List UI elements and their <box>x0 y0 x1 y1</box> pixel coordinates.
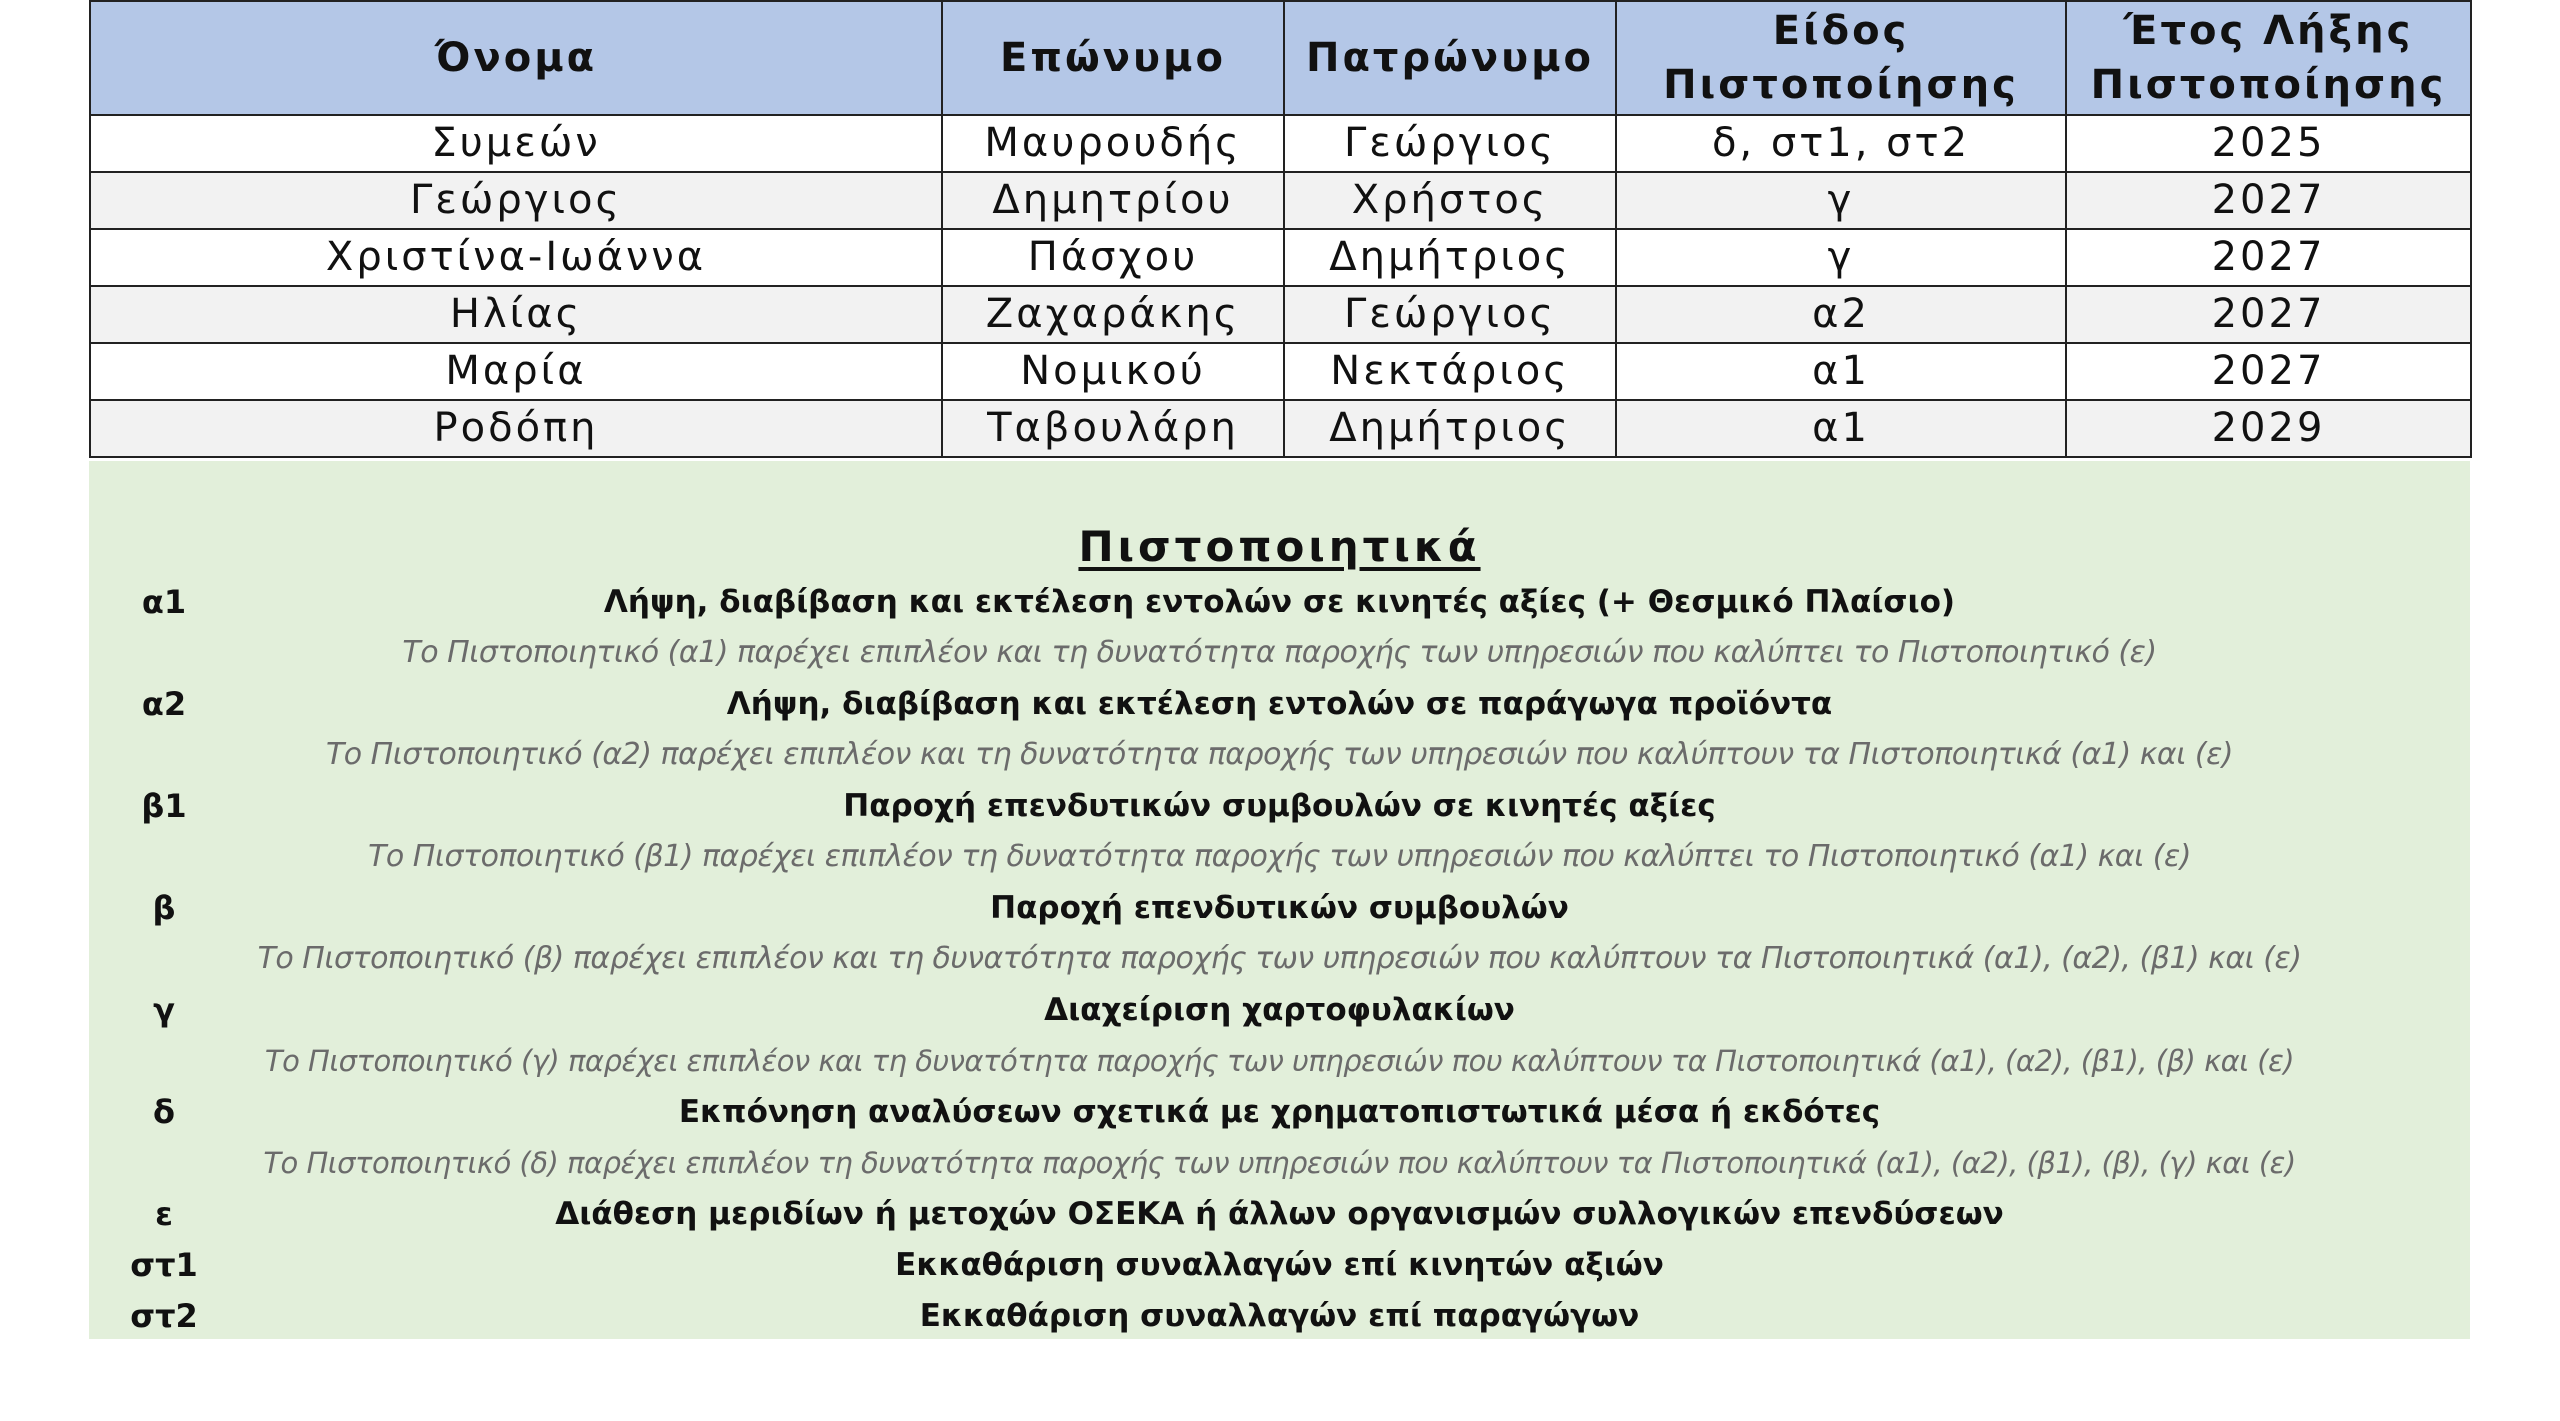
certificate-code: ε <box>155 1195 173 1233</box>
column-header-fathers-name: Πατρώνυμο <box>1284 1 1616 115</box>
certificate-entry-a2 <box>89 679 2470 729</box>
cell-certificate-type: γ <box>1616 172 2066 229</box>
certificate-entry-st1 <box>89 1240 2470 1290</box>
certificate-code: β1 <box>141 787 187 825</box>
certificate-title: Διάθεση μεριδίων ή μετοχών ΟΣΕΚΑ ή άλλων οργανισμών συλλογικών επενδύσεων <box>555 1196 2004 1232</box>
cell-first-name: Ροδόπη <box>90 400 942 457</box>
certified-staff-table <box>89 0 2472 458</box>
certificate-code: α2 <box>141 685 187 723</box>
certificate-title: Λήψη, διαβίβαση και εκτέλεση εντολών σε κινητές αξίες (+ Θεσμικό Πλαίσιο) <box>603 584 1956 620</box>
cell-last-name: Νομικού <box>942 343 1284 400</box>
table-row <box>90 172 2471 229</box>
certificate-entry-a1 <box>89 577 2470 627</box>
certificate-title: Παροχή επενδυτικών συμβουλών σε κινητές αξίες <box>843 788 1716 824</box>
cell-expiry-year: 2027 <box>2066 172 2471 229</box>
certificate-code: δ <box>153 1093 175 1131</box>
certificate-entry-b <box>89 883 2470 933</box>
certificate-note: Το Πιστοποιητικό (α1) παρέχει επιπλέον και τη δυνατότητα παροχής των υπηρεσιών που καλύπτει το Πιστοποιητικό (ε) <box>402 635 2157 670</box>
certificate-note-d <box>89 1138 2470 1188</box>
cell-fathers-name: Χρήστος <box>1284 172 1616 229</box>
cell-expiry-year: 2025 <box>2066 115 2471 172</box>
cell-first-name: Ηλίας <box>90 286 942 343</box>
cell-fathers-name: Γεώργιος <box>1284 286 1616 343</box>
cell-expiry-year: 2027 <box>2066 229 2471 286</box>
certificate-note-a1 <box>89 628 2470 678</box>
certificate-code: στ2 <box>130 1297 198 1335</box>
table-row <box>90 229 2471 286</box>
cell-last-name: Δημητρίου <box>942 172 1284 229</box>
cell-first-name: Χριστίνα-Ιωάννα <box>90 229 942 286</box>
cell-expiry-year: 2027 <box>2066 286 2471 343</box>
certificate-note: Το Πιστοποιητικό (γ) παρέχει επιπλέον και τη δυνατότητα παροχής των υπηρεσιών που καλύπτουν τα Πιστοποιητικά (α1), (α2), (β1), (β) και (ε) <box>264 1044 2295 1078</box>
column-header-expiry-year: Έτος Λήξης Πιστοποίησης <box>2066 1 2471 115</box>
table-row <box>90 115 2471 172</box>
certificate-title: Εκκαθάριση συναλλαγών επί παραγώγων <box>919 1298 1640 1334</box>
column-header-first-name: Όνομα <box>90 1 942 115</box>
certificate-title: Παροχή επενδυτικών συμβουλών <box>990 890 1569 926</box>
cell-expiry-year: 2029 <box>2066 400 2471 457</box>
cell-last-name: Πάσχου <box>942 229 1284 286</box>
cell-last-name: Ταβουλάρη <box>942 400 1284 457</box>
cell-certificate-type: γ <box>1616 229 2066 286</box>
certificate-code: β <box>152 889 176 927</box>
certificates-title: Πιστοποιητικά <box>1078 522 1481 571</box>
table-row <box>90 400 2471 457</box>
certificate-title: Διαχείριση χαρτοφυλακίων <box>1044 992 1515 1028</box>
cell-certificate-type: δ, στ1, στ2 <box>1616 115 2066 172</box>
column-header-last-name: Επώνυμο <box>942 1 1284 115</box>
certificates-legend <box>89 461 2470 1339</box>
certificate-note-g <box>89 1036 2470 1086</box>
certificate-entry-g <box>89 985 2470 1035</box>
cell-first-name: Γεώργιος <box>90 172 942 229</box>
column-header-certificate-type: Είδος Πιστοποίησης <box>1616 1 2066 115</box>
cell-fathers-name: Νεκτάριος <box>1284 343 1616 400</box>
certificate-note-b <box>89 934 2470 984</box>
certificate-entry-b1 <box>89 781 2470 831</box>
cell-fathers-name: Δημήτριος <box>1284 229 1616 286</box>
certificate-note-b1 <box>89 832 2470 882</box>
cell-fathers-name: Δημήτριος <box>1284 400 1616 457</box>
table-row <box>90 343 2471 400</box>
table-header-row <box>90 1 2471 115</box>
cell-certificate-type: α1 <box>1616 400 2066 457</box>
certificate-entry-st2 <box>89 1291 2470 1341</box>
cell-first-name: Συμεών <box>90 115 942 172</box>
certificate-note: Το Πιστοποιητικό (δ) παρέχει επιπλέον τη δυνατότητα παροχής των υπηρεσιών που καλύπτουν τα Πιστοποιητικά (α1), (α2), (β1), (β), (γ) και (ε) <box>263 1146 2296 1180</box>
certificate-code: στ1 <box>130 1246 198 1284</box>
cell-first-name: Μαρία <box>90 343 942 400</box>
cell-certificate-type: α1 <box>1616 343 2066 400</box>
cell-certificate-type: α2 <box>1616 286 2066 343</box>
certificate-title: Λήψη, διαβίβαση και εκτέλεση εντολών σε παράγωγα προϊόντα <box>726 686 1833 722</box>
cell-expiry-year: 2027 <box>2066 343 2471 400</box>
certificate-note: Το Πιστοποιητικό (α2) παρέχει επιπλέον και τη δυνατότητα παροχής των υπηρεσιών που καλύπτουν τα Πιστοποιητικά (α1) και (ε) <box>325 737 2234 772</box>
certificate-entry-d <box>89 1087 2470 1137</box>
cell-last-name: Μαυρουδής <box>942 115 1284 172</box>
certificate-title: Εκκαθάριση συναλλαγών επί κινητών αξιών <box>895 1247 1664 1283</box>
certificate-note-a2 <box>89 730 2470 780</box>
certificate-code: γ <box>153 991 175 1029</box>
cell-last-name: Ζαχαράκης <box>942 286 1284 343</box>
cell-fathers-name: Γεώργιος <box>1284 115 1616 172</box>
certificate-title: Εκπόνηση αναλύσεων σχετικά με χρηματοπιστωτικά μέσα ή εκδότες <box>678 1094 1881 1130</box>
certificate-code: α1 <box>141 583 187 621</box>
certificate-note: Το Πιστοποιητικό (β) παρέχει επιπλέον και τη δυνατότητα παροχής των υπηρεσιών που καλύπτουν τα Πιστοποιητικά (α1), (α2), (β1) και (ε) <box>257 941 2302 976</box>
table-row <box>90 286 2471 343</box>
certificate-entry-e <box>89 1189 2470 1239</box>
certificate-note: Το Πιστοποιητικό (β1) παρέχει επιπλέον τη δυνατότητα παροχής των υπηρεσιών που καλύπτει το Πιστοποιητικό (α1) και (ε) <box>368 839 2191 874</box>
